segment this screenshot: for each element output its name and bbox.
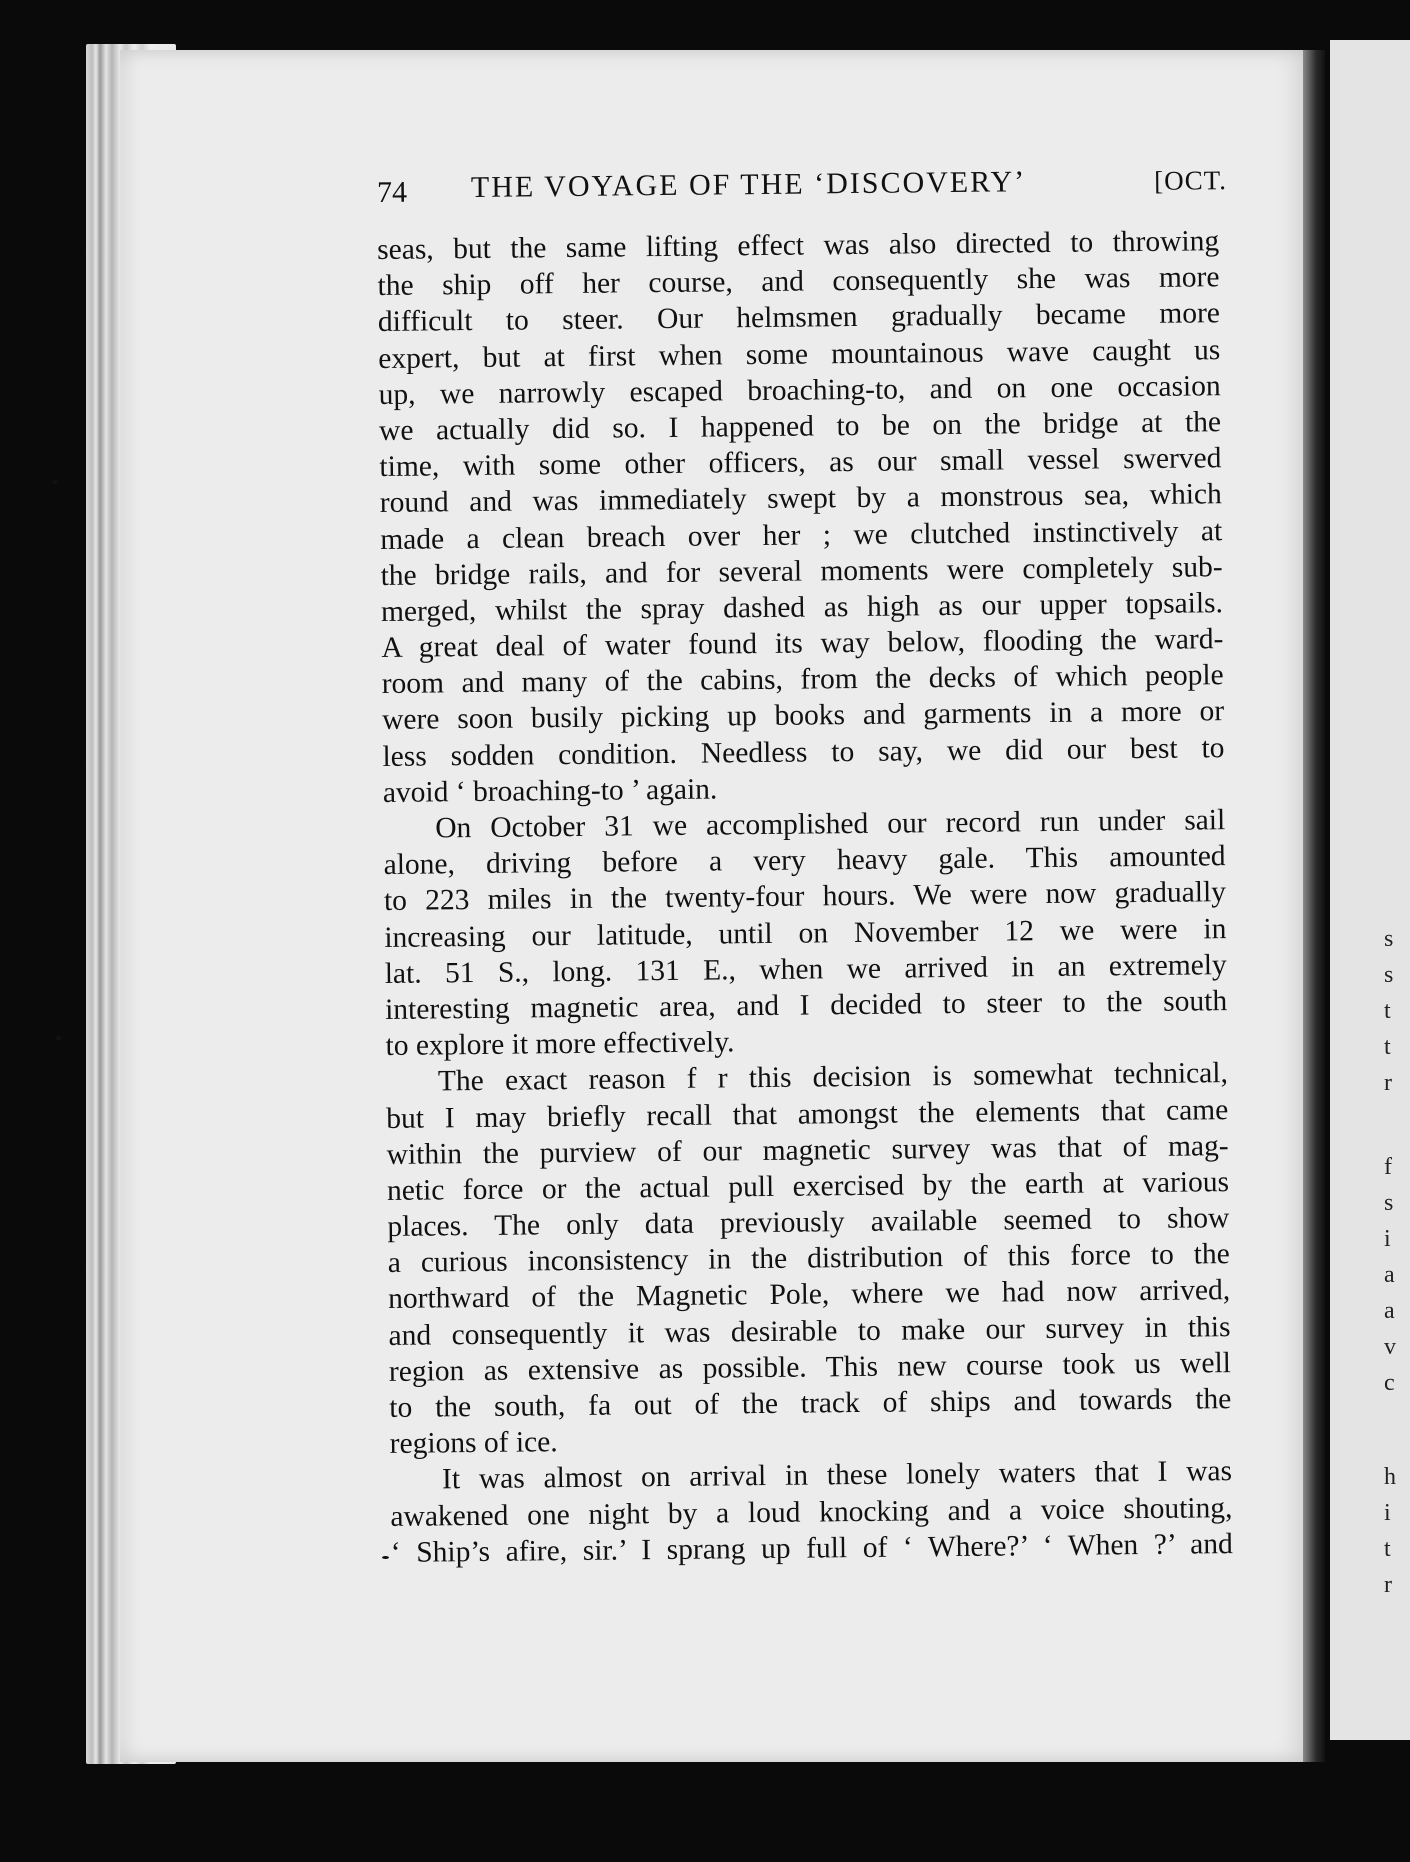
facing-letter: r	[1384, 1572, 1392, 1598]
facing-letter: r	[1384, 1070, 1392, 1096]
text-line: less sodden condition. Needless to say, we did our best to	[382, 731, 1225, 773]
text-line: we actually did so. I happened to be on the bridge at the	[378, 406, 1222, 447]
facing-letter: f	[1384, 1154, 1392, 1180]
facing-letter: t	[1384, 1536, 1391, 1562]
text-line: and consequently it was desirable to make our survey in this	[388, 1310, 1231, 1352]
text-line: to the south, fa out of the track of ships and towards the	[389, 1383, 1232, 1424]
text-line: made a clean breach over her ; we clutched instinctively at	[380, 514, 1223, 556]
text-line: region as extensive as possible. This new course took us well	[388, 1346, 1232, 1388]
text-line: A great deal of water found its way below, flooding the ward-	[381, 623, 1224, 665]
text-line: regions of ice.	[389, 1426, 558, 1461]
facing-letter: s	[1384, 962, 1394, 988]
text-line: to 223 miles in the twenty-four hours. We were now gradually	[383, 876, 1227, 918]
facing-page-sliver	[1330, 40, 1410, 1740]
text-line: It was almost on arrival in these lonely waters that I was	[441, 1455, 1233, 1496]
facing-letter: c	[1384, 1370, 1395, 1396]
text-line: a curious inconsistency in the distribution of this force to the	[387, 1238, 1230, 1280]
running-month: [OCT.	[1153, 165, 1228, 196]
text-line: avoid ‘ broaching-to ’ again.	[382, 773, 718, 809]
text-line: up, we narrowly escaped broaching-to, and on one occasion	[378, 369, 1221, 411]
text-line: On October 31 we accomplished our record run under sail	[435, 804, 1226, 845]
text-line: interesting magnetic area, and I decided to steer to the south	[384, 985, 1228, 1026]
text-line: difficult to steer. Our helmsmen gradually became more	[377, 297, 1221, 339]
text-line: awakened one night by a loud knocking and a voice shouting,	[390, 1491, 1233, 1533]
text-line: seas, but the same lifting effect was also directed to throwing	[377, 225, 1220, 266]
facing-letter: i	[1384, 1500, 1391, 1526]
text-line: expert, but at first when some mountainous wave caught us	[378, 333, 1221, 375]
scan-speck	[52, 480, 58, 484]
body-text	[377, 223, 1233, 1571]
facing-letter: v	[1384, 1334, 1396, 1360]
text-line: to explore it more effectively.	[385, 1026, 735, 1063]
text-line: ‘ Ship’s afire, sir.’ I sprang up full of ‘ Where?’ ‘ When ?’ and	[390, 1527, 1233, 1569]
text-line: northward of the Magnetic Pole, where we had now arrived,	[388, 1274, 1231, 1316]
page-number: 74	[376, 175, 408, 209]
scan-speck	[382, 1556, 389, 1559]
text-line: within the purview of our magnetic survey was that of mag-	[386, 1129, 1229, 1171]
facing-letter: s	[1384, 1190, 1394, 1216]
text-line: alone, driving before a very heavy gale. This amounted	[383, 840, 1226, 882]
text-line: were soon busily picking up books and garments in a more or	[381, 695, 1225, 737]
text-line: room and many of the cabins, from the decks of which people	[381, 659, 1224, 701]
scan-speck	[56, 1035, 61, 1041]
running-title: THE VOYAGE OF THE ‘DISCOVERY’	[470, 165, 1027, 205]
facing-letter: h	[1384, 1464, 1396, 1490]
text-line: netic force or the actual pull exercised by the earth at various	[386, 1166, 1230, 1207]
text-line: merged, whilst the spray dashed as high as our upper topsails.	[380, 587, 1224, 628]
facing-letter: t	[1384, 998, 1391, 1024]
text-line: but I may briefly recall that amongst the elements that came	[386, 1093, 1229, 1135]
text-line: time, with some other officers, as our small vessel swerved	[379, 442, 1222, 484]
text-line: lat. 51 S., long. 131 E., when we arrived in an extremely	[384, 948, 1227, 990]
facing-letter: t	[1384, 1034, 1391, 1060]
running-header	[377, 163, 1227, 216]
text-line: round and was immediately swept by a monstrous sea, which	[379, 478, 1222, 520]
facing-page-letters	[1384, 0, 1394, 1862]
facing-letter: s	[1384, 926, 1394, 952]
facing-letter: a	[1384, 1262, 1395, 1288]
facing-letter: a	[1384, 1298, 1395, 1324]
text-line: increasing our latitude, until on November 12 we were in	[384, 912, 1227, 954]
text-line: The exact reason f r this decision is somewhat technical,	[437, 1057, 1229, 1098]
text-line: the bridge rails, and for several moments were completely sub-	[380, 550, 1223, 592]
book-gutter	[1303, 50, 1325, 1762]
text-line: places. The only data previously available seemed to show	[387, 1202, 1230, 1244]
text-line: the ship off her course, and consequently she was more	[377, 261, 1220, 303]
facing-letter: i	[1384, 1226, 1391, 1252]
